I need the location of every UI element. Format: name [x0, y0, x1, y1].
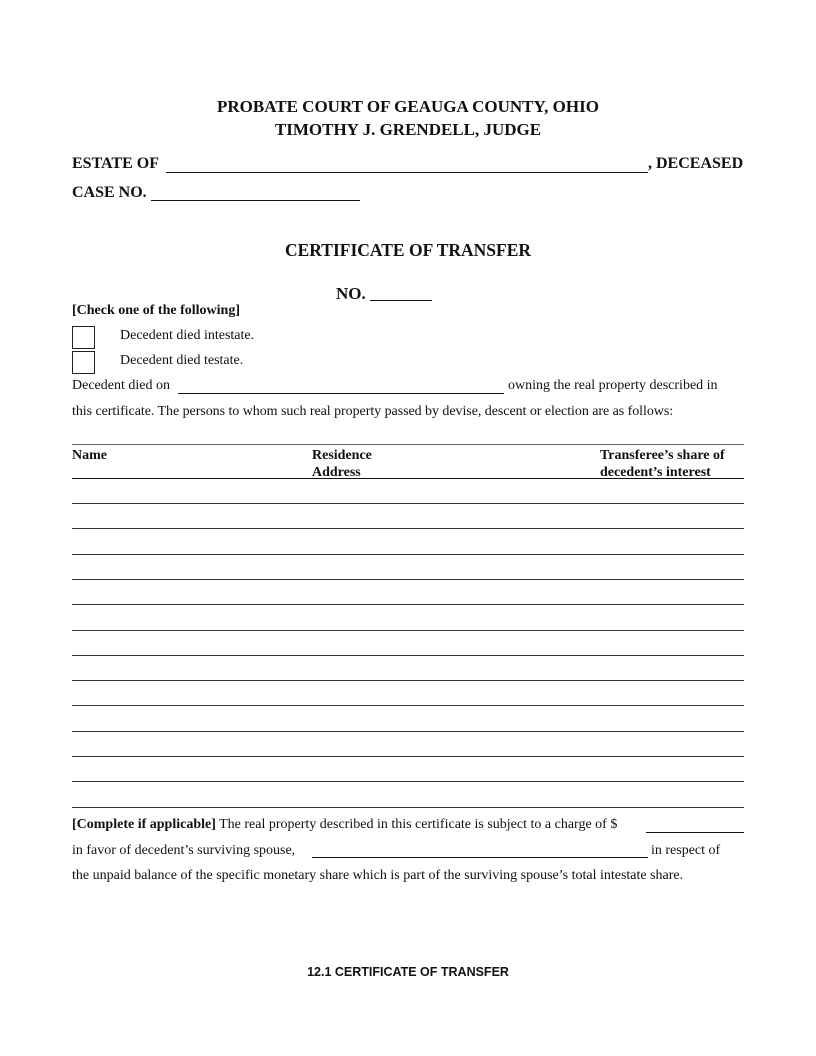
estate-field[interactable]: [166, 172, 648, 173]
deceased-label: , DECEASED: [648, 155, 744, 172]
charge-line-1: [72, 817, 617, 833]
death-date-suffix: owning the real property described in: [508, 378, 718, 393]
column-header-residence: Residence Address: [312, 448, 372, 480]
judge-name: TIMOTHY J. GRENDELL, JUDGE: [274, 120, 542, 139]
table-row[interactable]: [72, 528, 744, 529]
table-row[interactable]: [72, 781, 744, 782]
table-top-rule: [72, 444, 744, 445]
intestate-share-text: the unpaid balance of the specific monetary share which is part of the surviving spouse’s total intestate share.: [72, 868, 684, 883]
page-title: CERTIFICATE OF TRANSFER: [284, 240, 532, 260]
spouse-name-field[interactable]: [312, 857, 648, 858]
charge-amount-field[interactable]: [646, 832, 744, 833]
form-footer: 12.1 CERTIFICATE OF TRANSFER: [307, 965, 509, 979]
table-row[interactable]: [72, 731, 744, 732]
death-date-prefix: Decedent died on: [72, 378, 170, 393]
table-row[interactable]: [72, 630, 744, 631]
table-row[interactable]: [72, 756, 744, 757]
table-row[interactable]: [72, 579, 744, 580]
estate-label: ESTATE OF: [72, 155, 159, 172]
certificate-number-label: NO.: [336, 284, 366, 303]
table-row[interactable]: [72, 503, 744, 504]
court-name: PROBATE COURT OF GEAUGA COUNTY, OHIO: [217, 97, 599, 116]
column-header-name: Name: [72, 448, 107, 463]
intestate-checkbox[interactable]: [72, 326, 95, 349]
table-row[interactable]: [72, 655, 744, 656]
table-row[interactable]: [72, 554, 744, 555]
testate-checkbox[interactable]: [72, 351, 95, 374]
spouse-suffix: in respect of: [651, 843, 721, 858]
table-row[interactable]: [72, 604, 744, 605]
charge-bold-prefix: [Complete if applicable]: [72, 817, 216, 832]
table-header-rule: [72, 478, 744, 479]
column-header-share: Transferee’s share of decedent’s interest: [600, 448, 725, 480]
check-instruction: [Check one of the following]: [72, 303, 240, 318]
table-row[interactable]: [72, 807, 744, 808]
death-date-field[interactable]: [178, 393, 504, 394]
case-number-label: CASE NO.: [72, 184, 147, 201]
transfer-statement: this certificate. The persons to whom such real property passed by devise, descent or election are as follows:: [72, 404, 674, 419]
spouse-prefix: in favor of decedent’s surviving spouse,: [72, 843, 296, 858]
charge-text: The real property described in this certificate is subject to a charge of $: [219, 817, 618, 832]
table-row[interactable]: [72, 705, 744, 706]
table-row[interactable]: [72, 680, 744, 681]
case-number-field[interactable]: [151, 200, 360, 201]
intestate-label: Decedent died intestate.: [120, 328, 255, 343]
certificate-number-field[interactable]: [370, 300, 432, 301]
testate-label: Decedent died testate.: [120, 353, 244, 368]
